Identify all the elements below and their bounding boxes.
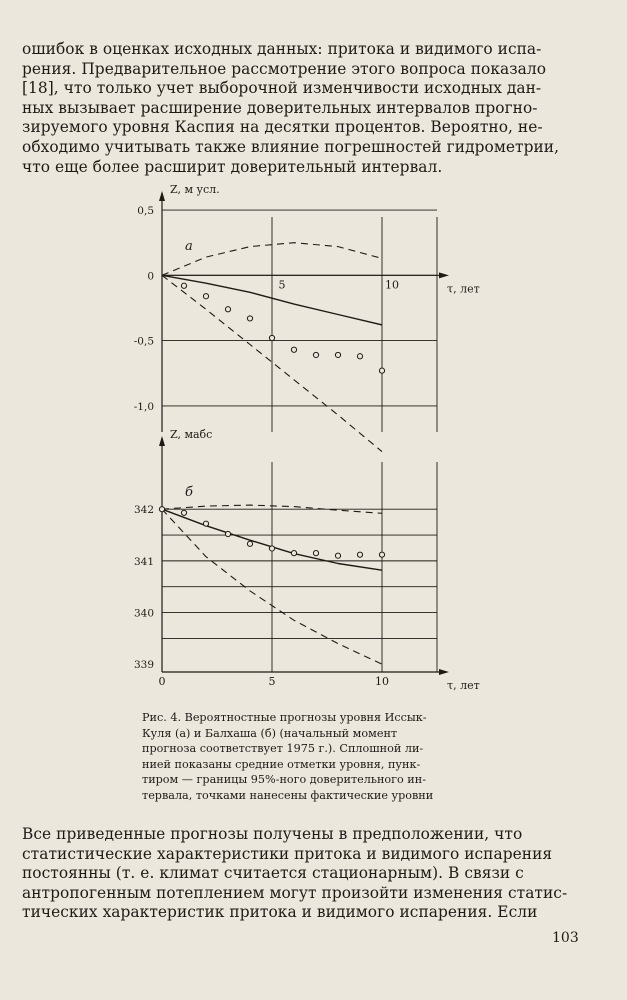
data-point xyxy=(181,510,186,515)
x-tick-label: 10 xyxy=(375,675,389,688)
data-point xyxy=(313,352,318,357)
chart-panel-b xyxy=(134,428,480,692)
y-axis-label: Z, м усл. xyxy=(170,183,220,196)
panel-label: а xyxy=(185,239,193,254)
x-tick-label: 10 xyxy=(385,278,399,292)
data-point xyxy=(269,335,274,340)
page-number: 103 xyxy=(552,930,579,946)
data-point xyxy=(335,553,340,558)
data-point xyxy=(247,316,252,321)
data-point xyxy=(203,521,208,526)
data-point xyxy=(247,541,252,546)
y-tick-label: -0,5 xyxy=(133,335,154,348)
x-axis-label: τ, лет xyxy=(447,282,480,296)
y-tick-label: -1,0 xyxy=(133,400,154,413)
top-paragraph: ошибок в оценках исходных данных: притока и видимого испа- рения. Предварительное рассмотрение этого вопроса показало [18], что только учет выборочной изменчивости исходных дан- ных вызывает расширение доверительных интервалов прогно- зируемого уровня Каспия на десятки процентов. Вероятно, не- обходимо учитывать также влияние погрешностей гидрометрии, что еще более расширит доверительный интервал. xyxy=(22,40,560,176)
data-point xyxy=(225,307,230,312)
data-point xyxy=(357,354,362,359)
y-tick-label: 0,5 xyxy=(137,205,154,218)
x-axis-arrow xyxy=(439,272,449,278)
panel-label: б xyxy=(185,485,193,500)
x-tick-label: 5 xyxy=(268,675,276,688)
y-axis-label: Z, мабс xyxy=(170,428,213,441)
data-point xyxy=(269,546,274,551)
y-tick-label: 0 xyxy=(147,270,154,283)
data-point xyxy=(291,551,296,556)
data-point xyxy=(181,283,186,288)
y-axis-arrow xyxy=(159,436,165,446)
data-point xyxy=(291,347,296,352)
bottom-paragraph: Все приведенные прогнозы получены в предположении, что статистические характеристики притока и видимого испарения постоянны (т. е. климат считается стационарным). В связи с антропогенным потеплением могут произойти изменения статис- тических характеристик притока и видимого испарения. Если xyxy=(22,825,568,922)
y-tick-label: 341 xyxy=(133,555,154,568)
data-point xyxy=(203,294,208,299)
x-axis-arrow xyxy=(439,669,449,675)
data-point xyxy=(335,352,340,357)
x-axis-label: τ, лет xyxy=(447,679,480,692)
data-point xyxy=(225,531,230,536)
data-point xyxy=(313,551,318,556)
data-point xyxy=(357,552,362,557)
data-point xyxy=(159,507,164,512)
x-tick-label: 5 xyxy=(278,278,286,292)
figure-caption: Рис. 4. Вероятностные прогнозы уровня Иссык- Куля (а) и Балхаша (б) (начальный момент прогноза соответствует 1975 г.). Сплошной ли- нией показаны средние отметки уровня, пунк- тиром — границы 95%-ного доверительного ин- тервала, точками нанесены фактические уровни xyxy=(142,711,434,802)
data-point xyxy=(379,552,384,557)
y-axis-arrow xyxy=(159,191,165,201)
chart-panel-a xyxy=(134,183,480,452)
y-tick-label: 342 xyxy=(133,504,154,517)
y-tick-label: 339 xyxy=(133,659,154,672)
x-tick-label: 0 xyxy=(158,675,166,688)
y-tick-label: 340 xyxy=(133,607,154,620)
data-point xyxy=(379,368,384,373)
